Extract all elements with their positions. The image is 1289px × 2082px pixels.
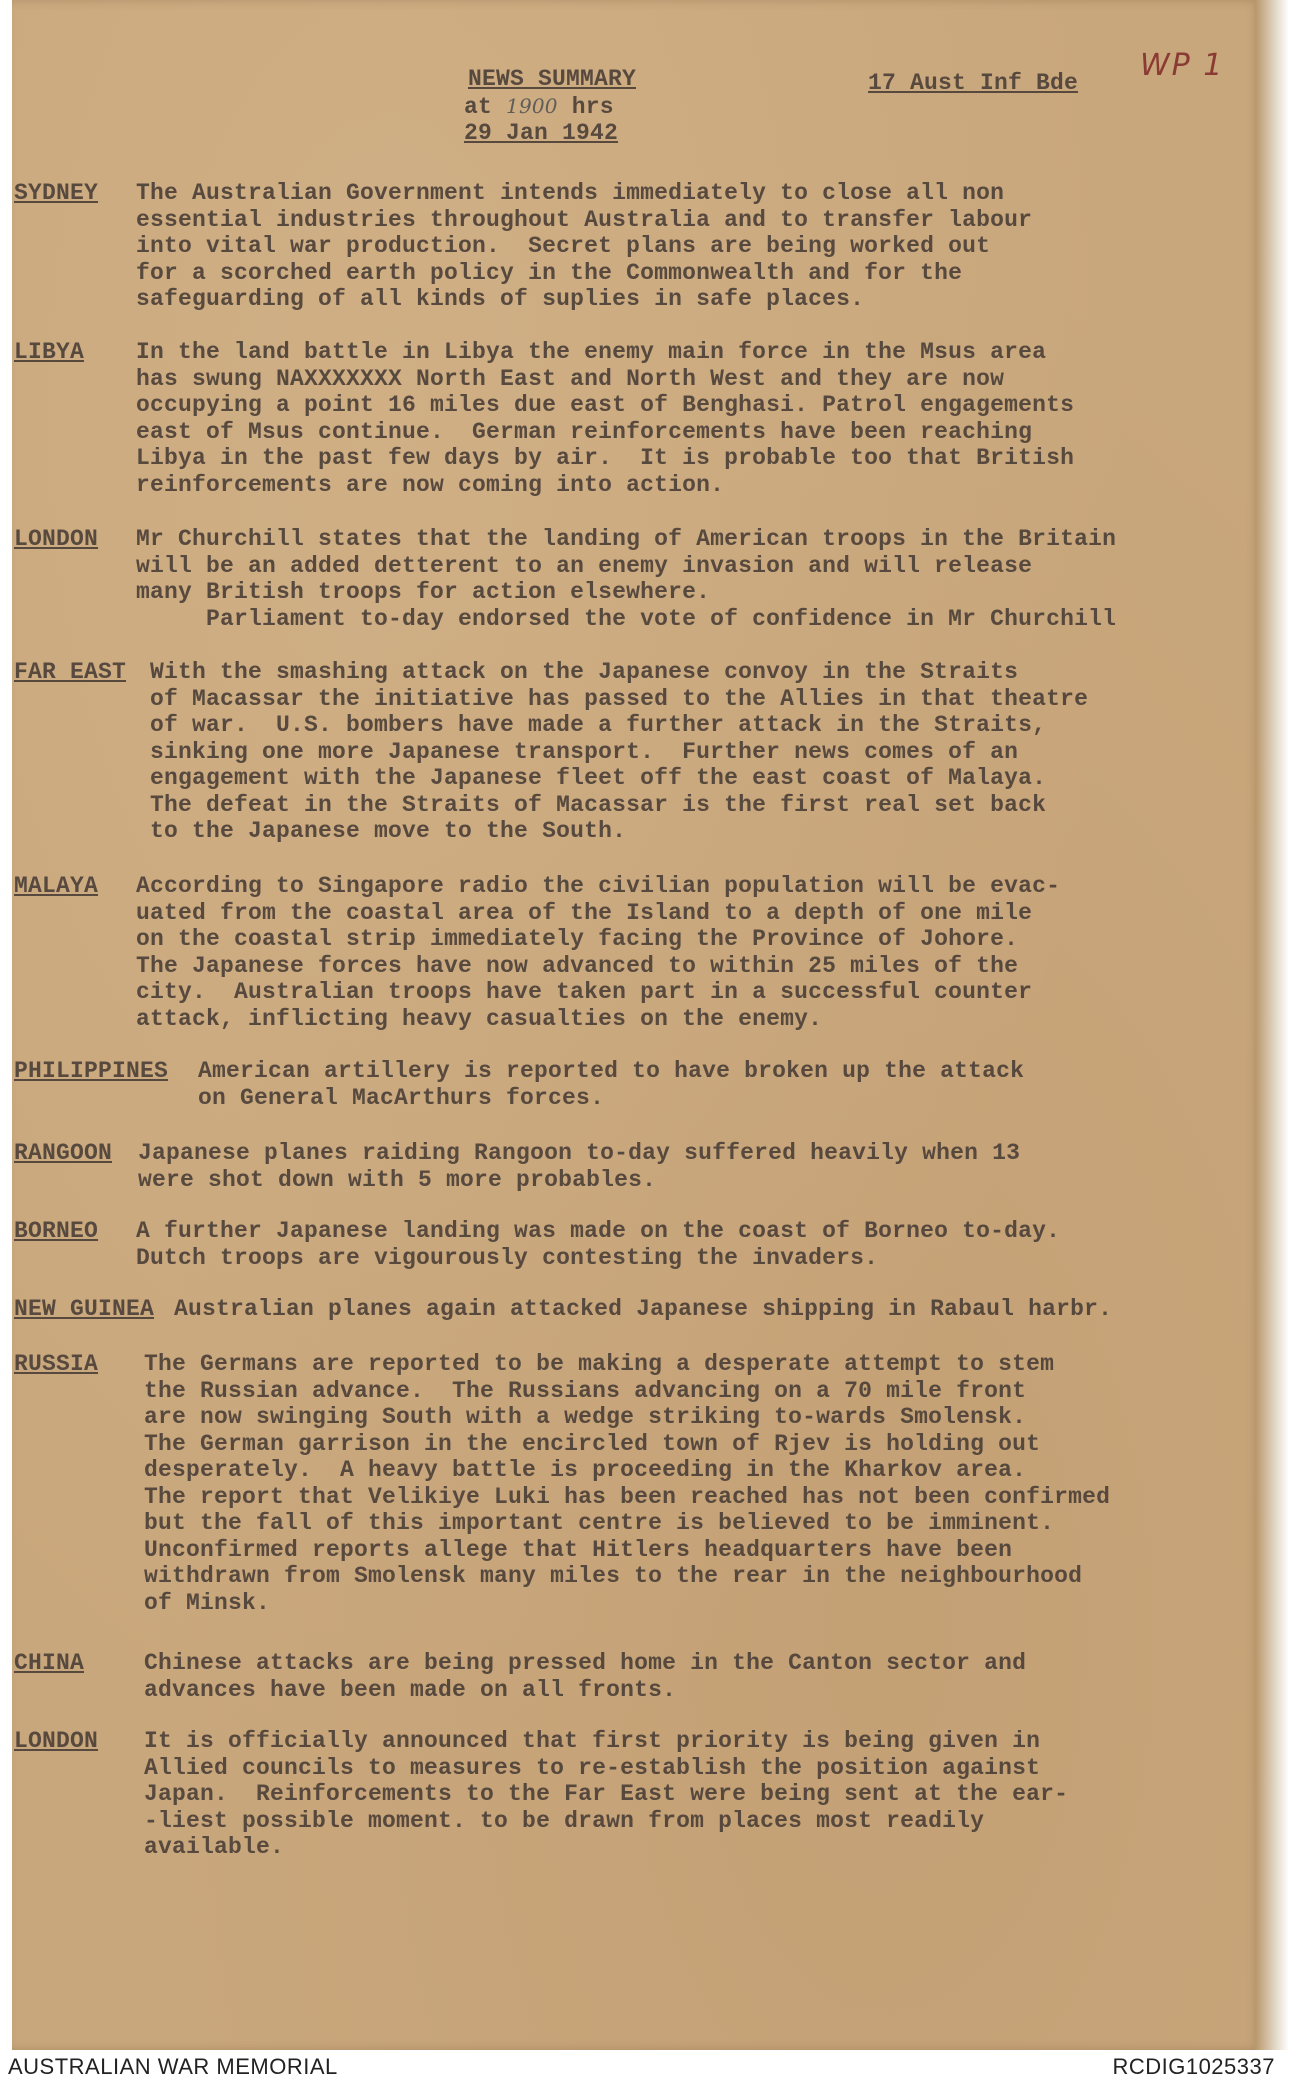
entry-text: A further Japanese landing was made on the coast of Borneo to-day. Dutch troops are vigourously contesting the invaders.	[136, 1218, 1061, 1271]
place-label: RUSSIA	[14, 1351, 99, 1377]
place-label: BORNEO	[14, 1218, 99, 1244]
entry-text: In the land battle in Libya the enemy main force in the Msus area has swung NAXXXXXXX North East and North West and they are now occupying a point 16 miles due east of Benghasi. Patrol engagements east of Msus continue. German reinforcements have been reaching Libya in the past few days by air. It is probable too that British reinforcements are now coming into action.	[136, 339, 1075, 498]
entry-text: With the smashing attack on the Japanese convoy in the Straits of Macassar the initiative has passed to the Allies in that theatre of war. U.S. bombers have made a further attack in the Straits, sinking one more Japanese transport. Further news comes of an engagement with the Japanese fleet off the east coast of Malaya. The defeat in the Straits of Macassar is the first real set back to the Japanese move to the South.	[150, 659, 1089, 844]
entry-text: It is officially announced that first priority is being given in Allied councils to measures to re-establish the position against Japan. Reinforcements to the Far East were being sent at the ear- -liest possible moment. to be drawn from places most readily available.	[144, 1728, 1069, 1860]
entry-text: Japanese planes raiding Rangoon to-day suffered heavily when 13 were shot down with 5 more probables.	[138, 1140, 1021, 1193]
entry-text: The Germans are reported to be making a desperate attempt to stem the Russian advance. The Russians advancing on a 70 mile front are now swinging South with a wedge striking to-wards Smolensk. The German garrison in the encircled town of Rjev is holding out desperately. A heavy battle is proceeding in the Kharkov area. The report that Velikiye Luki has been reached has not been confirmed but the fall of this important centre is believed to be imminent. Unconfirmed reports allege that Hitlers headquarters have been withdrawn from Smolensk many miles to the rear in the neighbourhood of Minsk.	[144, 1351, 1111, 1616]
place-label: LONDON	[14, 526, 99, 552]
unit-label: 17 Aust Inf Bde	[868, 70, 1079, 96]
summary-date: 29 Jan 1942	[464, 120, 619, 146]
entry-text: According to Singapore radio the civilian population will be evac- uated from the coastal area of the Island to a depth of one mile on the coastal strip immediately facing the Province of Johore. The Japanese forces have now advanced to within 25 miles of the city. Australian troops have taken part in a successful counter attack, inflicting heavy casualties on the enemy.	[136, 873, 1061, 1032]
place-label: PHILIPPINES	[14, 1058, 169, 1084]
place-label: LIBYA	[14, 339, 85, 365]
place-label: FAR EAST	[14, 659, 127, 685]
entry-text: The Australian Government intends immediately to close all non essential industries throughout Australia and to transfer labour into vital war production. Secret plans are being worked out for a scorched earth policy in the Commonwealth and for the safeguarding of all kinds of suplies in safe places.	[136, 180, 1033, 312]
place-label: CHINA	[14, 1650, 85, 1676]
paper-edge	[1255, 0, 1289, 2050]
handwritten-wp-mark: WP 1	[1140, 48, 1225, 83]
entry-text: Australian planes again attacked Japanese shipping in Rabaul harbr.	[174, 1296, 1113, 1322]
header-block	[460, 66, 680, 147]
handwritten-time: 1900	[506, 93, 558, 118]
footer-record-id: RCDIG1025337	[1112, 2054, 1275, 2079]
place-label: LONDON	[14, 1728, 99, 1754]
entry-text: Mr Churchill states that the landing of American troops in the Britain will be an added detterent to an enemy invasion and will release many British troops for action elsewhere. Parliament to-day endorsed the vote of confidence in Mr Churchill	[136, 526, 1117, 632]
summary-title: NEWS SUMMARY	[468, 66, 637, 92]
place-label: RANGOON	[14, 1140, 113, 1166]
summary-time	[464, 93, 680, 121]
hrs-label: hrs	[571, 93, 614, 120]
footer-institution: AUSTRALIAN WAR MEMORIAL	[8, 2054, 338, 2079]
entry-text: Chinese attacks are being pressed home in the Canton sector and advances have been made on all fronts.	[144, 1650, 1027, 1703]
at-label: at	[464, 93, 493, 120]
place-label: MALAYA	[14, 873, 99, 899]
entry-text: American artillery is reported to have broken up the attack on General MacArthurs forces.	[198, 1058, 1025, 1111]
place-label: SYDNEY	[14, 180, 99, 206]
place-label: NEW GUINEA	[14, 1296, 155, 1322]
